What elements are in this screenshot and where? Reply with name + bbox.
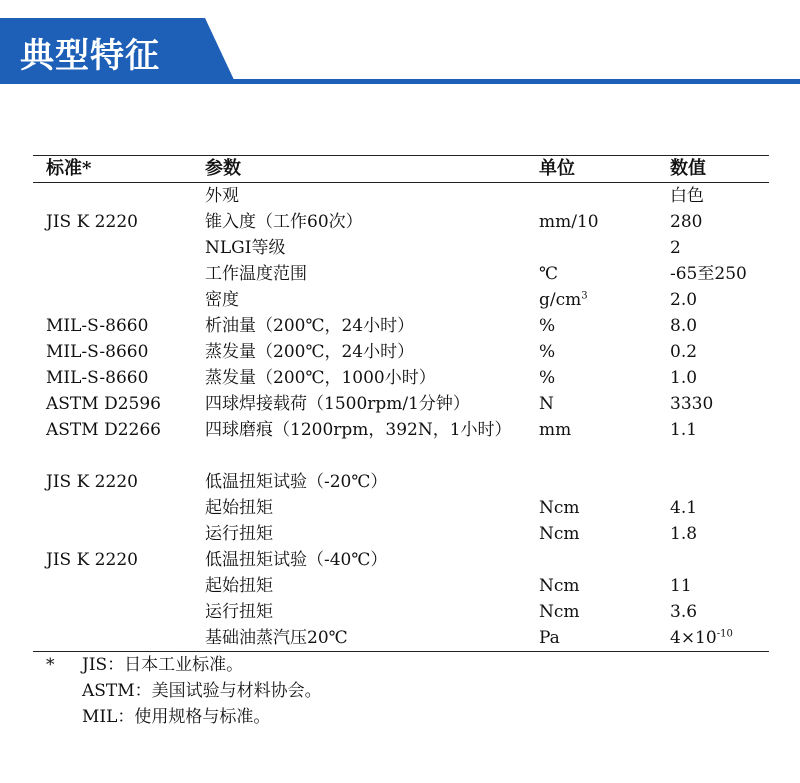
cell-unit-text: N — [539, 394, 554, 414]
cell-standard-text: MIL-S-8660 — [46, 368, 149, 388]
table-row — [33, 573, 769, 599]
cell-unit-text: mm — [539, 420, 572, 440]
cell-param — [205, 183, 505, 209]
table-row — [33, 287, 769, 313]
cell-value — [670, 287, 697, 313]
cell-param — [205, 469, 505, 495]
cell-standard-text: JIS K 2220 — [46, 550, 138, 570]
cell-value-superscript: -10 — [716, 628, 733, 640]
table-row — [33, 365, 769, 391]
cell-value — [670, 599, 697, 625]
cell-unit-text: Ncm — [539, 602, 580, 622]
cell-param — [205, 599, 505, 625]
cell-param-text: 运行扭矩 — [205, 524, 273, 544]
cell-value — [670, 573, 692, 599]
cell-standard — [46, 547, 138, 573]
cell-unit — [539, 313, 555, 339]
cell-param-text: 运行扭矩 — [205, 602, 273, 622]
cell-unit-text: Ncm — [539, 576, 580, 596]
cell-unit-text: % — [539, 368, 556, 388]
cell-value-text: 11 — [670, 576, 692, 596]
footnote-mil: MIL：使用规格与标准。 — [82, 707, 271, 727]
cell-value — [670, 495, 697, 521]
cell-param-text: 起始扭矩 — [205, 576, 273, 596]
cell-value-text: 2 — [670, 238, 681, 258]
table-row — [33, 209, 769, 235]
header-underline — [0, 79, 800, 84]
cell-param — [205, 365, 505, 391]
cell-param — [205, 287, 505, 313]
cell-param-text: 低温扭矩试验（-40℃） — [205, 550, 388, 570]
cell-param — [205, 417, 512, 443]
section-header — [0, 18, 800, 84]
cell-value-text: 白色 — [670, 186, 704, 206]
cell-value-text: 4.1 — [670, 498, 698, 518]
footnote-astm: ASTM：美国试验与材料协会。 — [82, 681, 322, 701]
cell-unit-superscript: 3 — [581, 290, 588, 302]
cell-param-text: 工作温度范围 — [205, 264, 307, 284]
cell-param — [205, 521, 505, 547]
cell-value-text: 4×10 — [670, 628, 717, 648]
col-header-standard: 标准* — [46, 158, 92, 179]
cell-param-text: 基础油蒸汽压20℃ — [205, 628, 348, 648]
cell-standard-text: ASTM D2266 — [46, 420, 161, 440]
cell-unit-text: % — [539, 342, 556, 362]
cell-unit-text: ℃ — [539, 264, 559, 284]
col-header-param: 参数 — [205, 158, 241, 179]
cell-unit — [539, 625, 560, 651]
cell-value — [670, 521, 697, 547]
cell-value — [670, 339, 697, 365]
cell-param — [205, 313, 505, 339]
cell-unit — [539, 391, 554, 417]
cell-standard — [46, 391, 161, 417]
cell-unit-text: g/cm — [539, 290, 582, 310]
cell-param-text: 析油量（200℃，24小时） — [205, 316, 415, 336]
cell-standard — [46, 209, 138, 235]
cell-param — [205, 209, 505, 235]
cell-standard — [46, 469, 138, 495]
cell-unit — [539, 573, 580, 599]
cell-standard-text: JIS K 2220 — [46, 212, 138, 232]
cell-unit — [539, 599, 580, 625]
cell-param — [205, 625, 505, 651]
cell-param — [205, 339, 505, 365]
table-row — [33, 495, 769, 521]
footnotes — [46, 652, 322, 730]
cell-unit-text: Pa — [539, 628, 560, 648]
properties-table — [33, 155, 769, 652]
cell-standard-text: MIL-S-8660 — [46, 342, 149, 362]
cell-value-text: -65至250 — [670, 264, 747, 284]
table-row — [33, 183, 769, 209]
table-row — [33, 235, 769, 261]
cell-value — [670, 391, 713, 417]
cell-value-text: 1.8 — [670, 524, 698, 544]
cell-value-text: 8.0 — [670, 316, 698, 336]
cell-unit-text: % — [539, 316, 556, 336]
cell-value-text: 3330 — [670, 394, 714, 414]
cell-value — [670, 183, 704, 209]
col-header-value: 数值 — [670, 158, 706, 179]
cell-value — [670, 235, 681, 261]
table-row — [33, 547, 769, 573]
cell-value-text: 2.0 — [670, 290, 698, 310]
cell-param-text: 起始扭矩 — [205, 498, 273, 518]
cell-unit — [539, 261, 558, 287]
cell-param-text: 四球焊接载荷（1500rpm/1分钟） — [205, 394, 470, 414]
cell-param-text: 蒸发量（200℃，1000小时） — [205, 368, 436, 388]
cell-value-text: 0.2 — [670, 342, 698, 362]
cell-value — [670, 313, 697, 339]
cell-value-text: 280 — [670, 212, 703, 232]
table-header-row — [33, 156, 769, 182]
cell-param — [205, 495, 505, 521]
table-row — [33, 417, 769, 469]
cell-unit-text: Ncm — [539, 524, 580, 544]
cell-unit — [539, 209, 599, 235]
cell-value — [670, 417, 697, 443]
col-header-unit: 单位 — [539, 158, 575, 179]
cell-standard — [46, 339, 148, 365]
cell-param-text: 蒸发量（200℃，24小时） — [205, 342, 415, 362]
cell-standard-text: ASTM D2596 — [46, 394, 161, 414]
cell-param — [205, 573, 505, 599]
cell-param — [205, 391, 505, 417]
cell-param-text: 外观 — [205, 186, 239, 206]
table-row — [33, 521, 769, 547]
cell-value-text: 1.1 — [670, 420, 698, 440]
cell-standard-text: MIL-S-8660 — [46, 316, 149, 336]
cell-param — [205, 547, 505, 573]
section-title: 典型特征 — [20, 36, 160, 76]
cell-param-text: NLGI等级 — [205, 238, 286, 258]
footnote-jis: JIS：日本工业标准。 — [82, 655, 244, 675]
cell-value-text: 3.6 — [670, 602, 698, 622]
table-row — [33, 625, 769, 651]
cell-unit — [539, 495, 580, 521]
cell-value — [670, 625, 733, 651]
cell-param-text: 锥入度（工作60次） — [205, 212, 363, 232]
cell-param-text: 密度 — [205, 290, 239, 310]
cell-param — [205, 261, 505, 287]
cell-standard — [46, 313, 148, 339]
cell-param — [205, 235, 505, 261]
table-row — [33, 469, 769, 495]
cell-unit — [539, 365, 555, 391]
table-row — [33, 261, 769, 287]
table-body — [33, 183, 769, 651]
table-row — [33, 391, 769, 417]
cell-value — [670, 261, 747, 287]
cell-value — [670, 209, 702, 235]
cell-param-text: 四球磨痕（1200rpm，392N，1小时） — [205, 420, 512, 440]
cell-unit-text: Ncm — [539, 498, 580, 518]
footnote-star: * — [46, 655, 55, 675]
table-row — [33, 339, 769, 365]
cell-unit — [539, 339, 555, 365]
cell-standard-text: JIS K 2220 — [46, 472, 138, 492]
table-row — [33, 313, 769, 339]
cell-unit-text: mm/10 — [539, 212, 599, 232]
cell-unit — [539, 417, 571, 443]
cell-value — [670, 365, 697, 391]
cell-value-text: 1.0 — [670, 368, 698, 388]
cell-unit — [539, 287, 588, 313]
cell-unit — [539, 521, 580, 547]
cell-standard — [46, 417, 161, 443]
cell-standard — [46, 365, 148, 391]
table-row — [33, 599, 769, 625]
cell-param-text: 低温扭矩试验（-20℃） — [205, 472, 388, 492]
